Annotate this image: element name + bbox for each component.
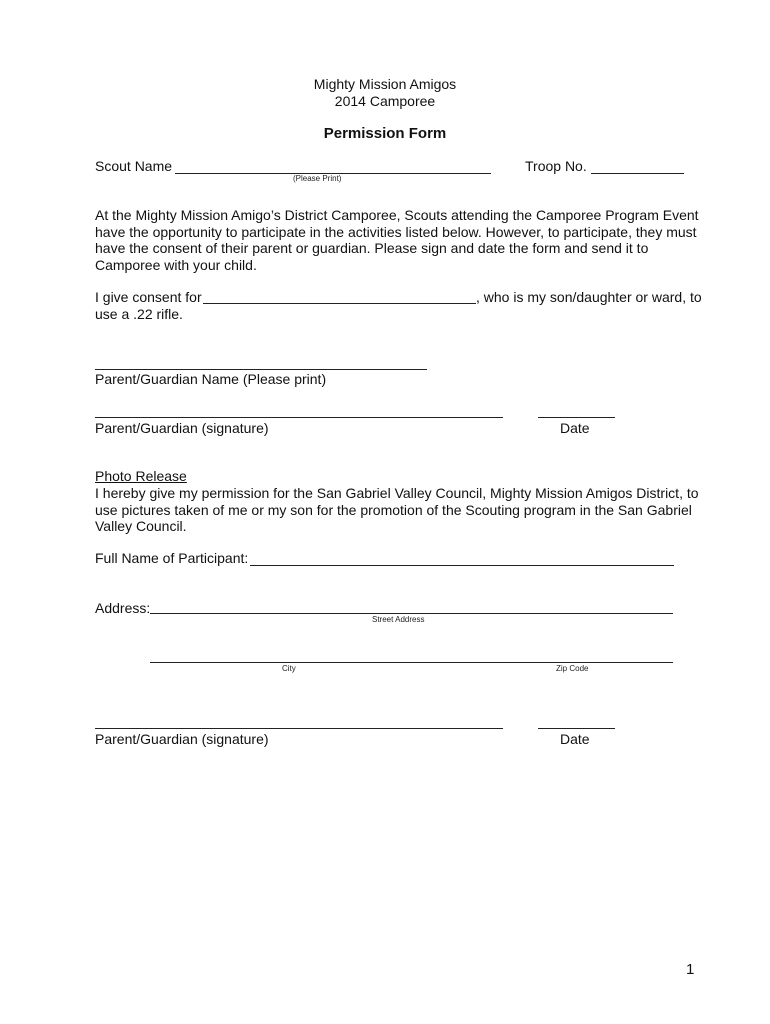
guardian-date-field-2[interactable]	[538, 728, 615, 729]
guardian-date-label-2: Date	[560, 731, 590, 747]
consent-prefix: I give consent for	[95, 289, 202, 305]
event-name: 2014 Camporee	[334, 93, 436, 109]
photo-release-line-3: Valley Council.	[95, 518, 187, 534]
full-name-field[interactable]	[250, 565, 674, 566]
scout-name-label: Scout Name	[95, 158, 173, 174]
troop-label: Troop No.	[525, 158, 587, 174]
troop-number-field[interactable]	[591, 173, 684, 174]
intro-line-3: have the consent of their parent or guardian. Please sign and date the form and send it to	[95, 240, 649, 256]
guardian-date-label: Date	[560, 420, 590, 436]
city-hint: City	[282, 664, 296, 673]
guardian-name-label: Parent/Guardian Name (Please print)	[95, 371, 327, 387]
guardian-date-field[interactable]	[538, 417, 615, 418]
photo-release-line-1: I hereby give my permission for the San Gabriel Valley Council, Mighty Mission Amigos District, to	[95, 485, 699, 501]
photo-release-line-2: use pictures taken of me or my son for the promotion of the Scouting program in the San Gabriel	[95, 502, 692, 518]
consent-name-field[interactable]	[203, 303, 476, 304]
full-name-label: Full Name of Participant:	[95, 550, 249, 566]
street-address-hint: Street Address	[372, 615, 425, 624]
city-zip-field[interactable]	[150, 662, 673, 663]
guardian-signature-field[interactable]	[95, 417, 503, 418]
guardian-name-field[interactable]	[95, 369, 427, 370]
address-label: Address:	[95, 600, 151, 616]
consent-suffix: , who is my son/daughter or ward, to	[476, 289, 702, 305]
guardian-signature-label: Parent/Guardian (signature)	[95, 420, 269, 436]
zip-code-hint: Zip Code	[556, 664, 589, 673]
org-name: Mighty Mission Amigos	[313, 76, 457, 92]
scout-name-hint: (Please Print)	[293, 174, 342, 183]
intro-line-1: At the Mighty Mission Amigo’s District Camporee, Scouts attending the Camporee Program Event	[95, 207, 699, 223]
form-title: Permission Form	[323, 125, 447, 142]
intro-line-2: have the opportunity to participate in the activities listed below. However, to participate, they must	[95, 224, 697, 240]
page-number: 1	[686, 961, 695, 978]
street-address-field[interactable]	[150, 613, 673, 614]
photo-release-heading: Photo Release	[95, 468, 187, 484]
guardian-signature-label-2: Parent/Guardian (signature)	[95, 731, 269, 747]
intro-line-4: Camporee with your child.	[95, 257, 257, 273]
guardian-signature-field-2[interactable]	[95, 728, 503, 729]
consent-line-2: use a .22 rifle.	[95, 306, 183, 322]
